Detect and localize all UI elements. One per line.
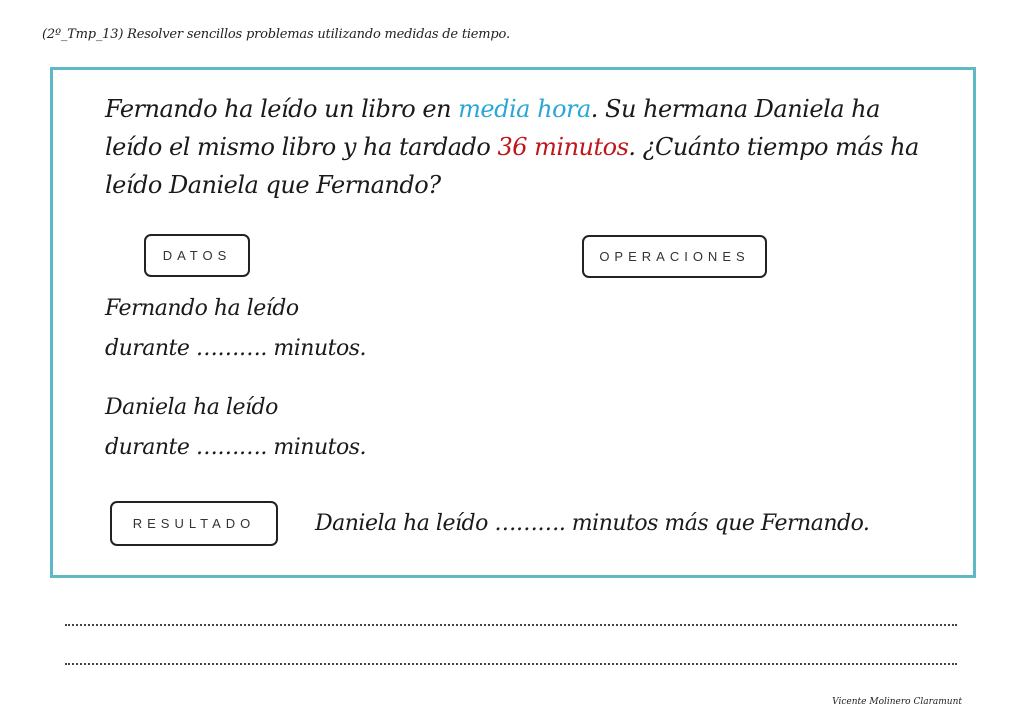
- statement-part-2: . Su hermana Daniela ha leído el mismo libro y ha tardado: [105, 95, 880, 161]
- result-sentence: Daniela ha leído ………. minutos más que Fernando.: [315, 511, 870, 536]
- resultado-label: RESULTADO: [110, 501, 278, 546]
- problem-box: [50, 67, 976, 578]
- highlight-36-minutos: 36 minutos: [497, 133, 629, 161]
- author-credit: Vicente Molinero Claramunt: [832, 697, 962, 707]
- statement-part-1: Fernando ha leído un libro en: [105, 95, 459, 123]
- highlight-media-hora: media hora: [458, 95, 591, 123]
- datos-label: DATOS: [144, 234, 250, 277]
- statement-part-3: . ¿Cuánto tiempo más ha leído Daniela que Fernando?: [105, 133, 919, 199]
- operaciones-label: OPERACIONES: [582, 235, 767, 278]
- answer-line: [65, 663, 957, 665]
- answer-line: [65, 624, 957, 626]
- problem-statement: [105, 90, 935, 204]
- daniela-data-line-1: Daniela ha leído: [105, 395, 278, 420]
- fernando-data-line-2: durante ………. minutos.: [105, 336, 366, 361]
- fernando-data-line-1: Fernando ha leído: [105, 296, 299, 321]
- worksheet-header: (2º_Tmp_13) Resolver sencillos problemas utilizando medidas de tiempo.: [42, 27, 510, 42]
- daniela-data-line-2: durante ………. minutos.: [105, 435, 366, 460]
